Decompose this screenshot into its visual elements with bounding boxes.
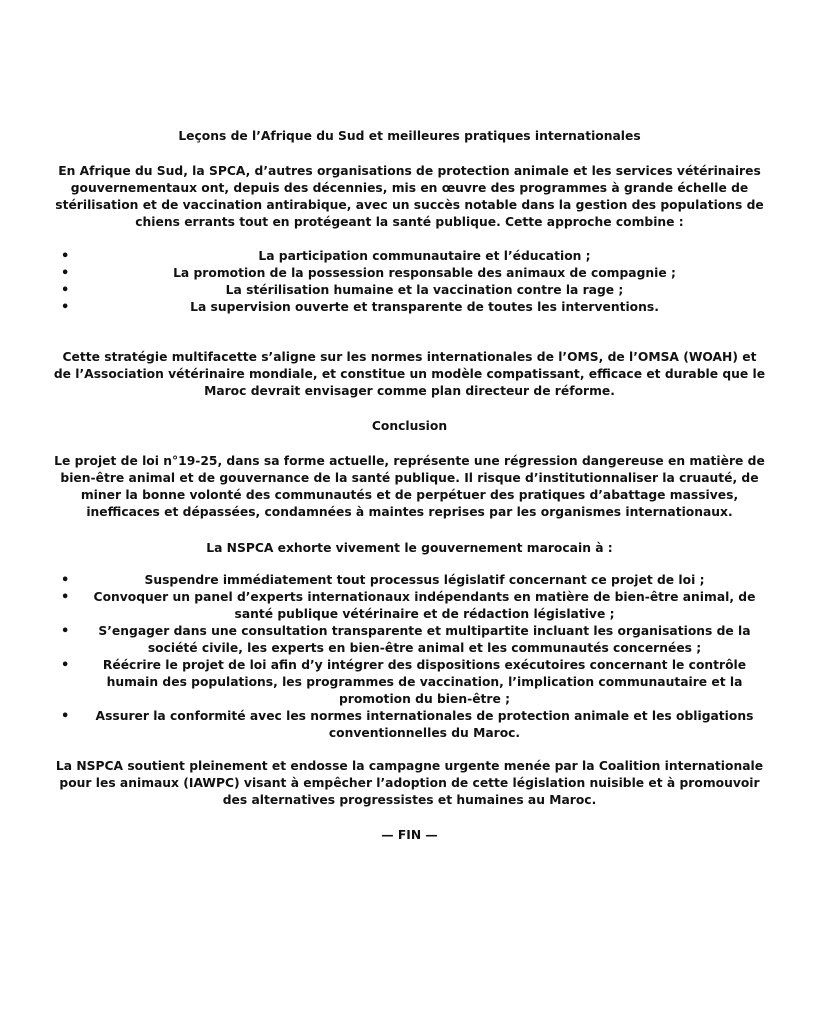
bullet-icon: • xyxy=(61,709,70,724)
list-item xyxy=(52,299,767,316)
approach-list xyxy=(52,248,767,316)
bullet-icon: • xyxy=(61,249,70,264)
bullet-icon: • xyxy=(61,658,70,673)
intro-paragraph: En Afrique du Sud, la SPCA, d’autres organisations de protection animale et les services vétérinaires gouvernementaux ont, depuis des décennies, mis en œuvre des programmes à grande échelle de stérilisation et de vaccination antirabique, avec un succès notable dans la gestion des populations de chiens errants tout en protégeant la santé publique. Cette approche combine : xyxy=(55,164,764,229)
bullet-icon: • xyxy=(61,573,70,588)
list-item xyxy=(52,623,767,657)
list-item-text: Convoquer un panel d’experts internationaux indépendants en matière de bien-être animal, de santé publique vétérinaire et de rédaction législative ; xyxy=(93,590,756,621)
list-item-text: La stérilisation humaine et la vaccination contre la rage ; xyxy=(225,283,624,297)
conclusion-title: Conclusion xyxy=(371,419,448,433)
bullet-icon: • xyxy=(61,266,70,281)
list-item-text: La promotion de la possession responsable des animaux de compagnie ; xyxy=(173,266,676,280)
list-item xyxy=(52,282,767,299)
list-item-text: Assurer la conformité avec les normes internationales de protection animale et les obligations conventionnelles du Maroc. xyxy=(95,709,754,740)
section-heading: Leçons de l’Afrique du Sud et meilleures pratiques internationales xyxy=(178,129,641,143)
strategy-paragraph: Cette stratégie multifacette s’aligne sur les normes internationales de l’OMS, de l’OMSA (WOAH) et de l’Association vétérinaire mondiale, et constitue un modèle compatissant, efficace et durable que le Maroc devrait envisager comme plan directeur de réforme. xyxy=(53,350,766,398)
bullet-icon: • xyxy=(61,283,70,298)
list-item-text: S’engager dans une consultation transparente et multipartite incluant les organisations de la société civile, les experts en bien-être animal et les communautés concernées ; xyxy=(98,624,751,655)
conclusion-paragraph: Le projet de loi n°19-25, dans sa forme actuelle, représente une régression dangereuse en matière de bien-être animal et de gouvernance de la santé publique. Il risque d’institutionnaliser la cruauté, de miner la bonne volonté des communautés et de perpétuer des pratiques d’abattage massives, inefficaces et dépassées, condamnées à maintes reprises par les organismes internationaux. xyxy=(54,454,765,519)
urge-list xyxy=(52,572,767,742)
list-item xyxy=(52,589,767,623)
list-item-text: La participation communautaire et l’éducation ; xyxy=(258,249,591,263)
bullet-icon: • xyxy=(61,590,70,605)
list-item-text: Réécrire le projet de loi afin d’y intégrer des dispositions exécutoires concernant le contrôle humain des populations, les programmes de vaccination, l’implication communautaire et la promotion du bien-être ; xyxy=(102,658,747,706)
list-item xyxy=(52,708,767,742)
support-paragraph: La NSPCA soutient pleinement et endosse la campagne urgente menée par la Coalition internationale pour les animaux (IAWPC) visant à empêcher l’adoption de cette législation nuisible et à promouvoir des alternatives progressistes et humaines au Maroc. xyxy=(55,759,764,807)
urge-heading: La NSPCA exhorte vivement le gouvernement marocain à : xyxy=(206,541,613,555)
end-mark: — FIN — xyxy=(381,828,438,842)
list-item xyxy=(52,657,767,708)
bullet-icon: • xyxy=(61,300,70,315)
list-item-text: La supervision ouverte et transparente de toutes les interventions. xyxy=(190,300,659,314)
list-item xyxy=(52,265,767,282)
list-item xyxy=(52,248,767,265)
list-item-text: Suspendre immédiatement tout processus législatif concernant ce projet de loi ; xyxy=(144,573,705,587)
bullet-icon: • xyxy=(61,624,70,639)
list-item xyxy=(52,572,767,589)
